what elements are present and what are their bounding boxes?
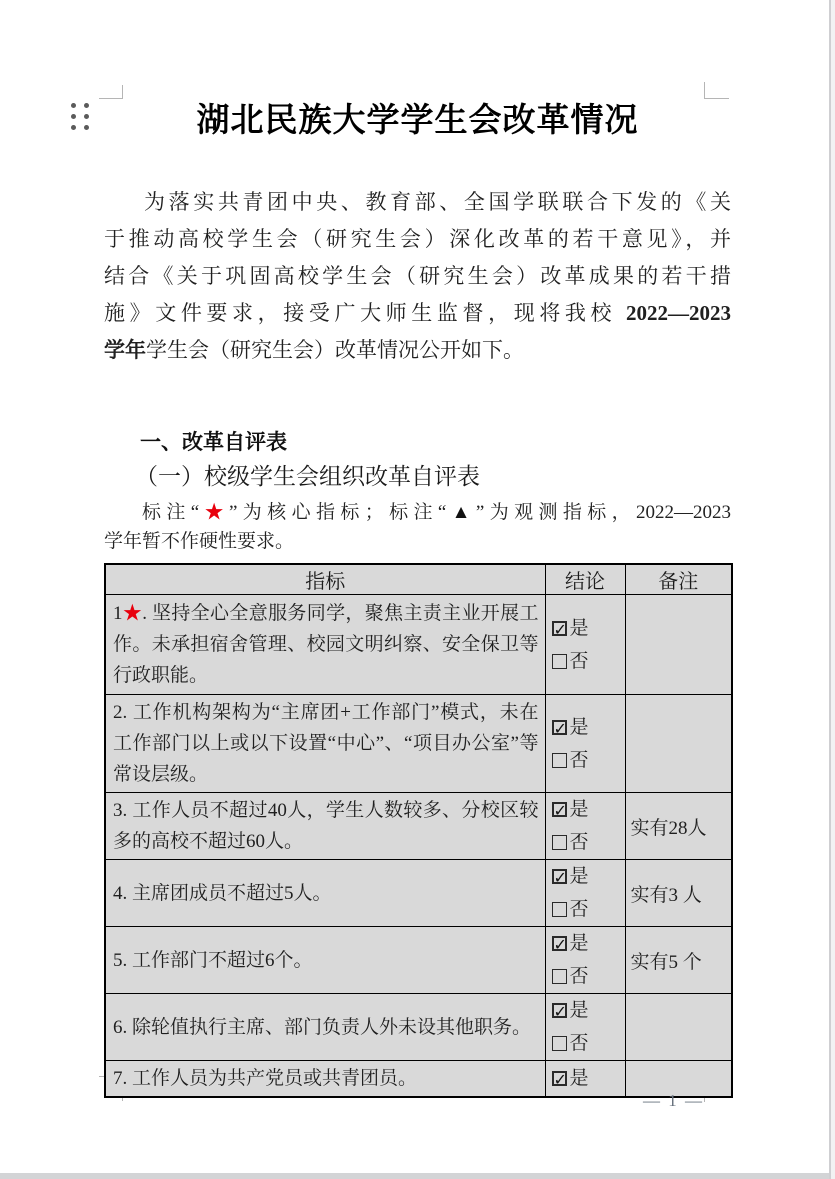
checkbox-no-unchecked[interactable] [552,1036,567,1051]
checkbox-yes-checked[interactable] [552,720,567,735]
conclusion-cell: ✓是 否 [545,994,625,1061]
page-number: — 1 — [643,1091,704,1110]
table-row [105,860,732,927]
paragraph-line: 于推动高校学生会（研究生会）深化改革的若干意见》，并 [104,227,731,251]
paragraph-line: 施》文件要求，接受广大师生监督，现将我校 2022—2023 [104,301,732,325]
checkbox-yes-checked[interactable] [552,802,567,817]
legend-note [104,498,731,556]
conclusion-cell: ✓是 否 [545,595,625,695]
page-title: 湖北民族大学学生会改革情况 [196,101,639,138]
remark-cell [625,595,732,695]
legend-note-line: 学年暂不作硬性要求。 [104,531,295,552]
indicator-cell: 4. 主席团成员不超过5人。 [105,860,545,927]
legend-note-line: 标注“★”为核心指标；标注“▲”为观测指标，2022—2023 [142,502,731,523]
column-header-indicator: 指标 [105,564,545,595]
remark-cell [625,695,732,793]
remark-cell: 实有28人 [625,793,732,860]
conclusion-cell: ✓是 否 [545,793,625,860]
page-bottom-edge [0,1173,829,1179]
checkbox-yes-checked[interactable] [552,936,567,951]
conclusion-cell: ✓ 是 [545,1061,625,1098]
table-row [105,927,732,994]
checkbox-no-unchecked[interactable] [552,969,567,984]
checkbox-yes-checked[interactable] [552,1071,567,1086]
core-indicator-star-icon: ★ [199,502,229,523]
remark-cell [625,994,732,1061]
table-header-row [105,564,732,595]
indicator-cell: 6. 除轮值执行主席、部门负责人外未设其他职务。 [105,994,545,1061]
conclusion-cell: ✓是 否 [545,860,625,927]
conclusion-cell: ✓是 否 [545,927,625,994]
checkbox-yes-checked[interactable] [552,1003,567,1018]
indicator-cell: 3. 工作人员不超过40人，学生人数较多、分校区较多的高校不超过60人。 [105,793,545,860]
subsection-heading: （一）校级学生会组织改革自评表 [135,464,480,489]
table-row [105,793,732,860]
indicator-cell: 1★. 坚持全心全意服务同学，聚焦主责主业开展工作。未承担宿舍管理、校园文明纠察、安全保卫等行政职能。 [105,595,545,695]
section-heading: 一、改革自评表 [140,431,287,454]
indicator-cell: 2. 工作机构架构为“主席团+工作部门”模式，未在工作部门以上或以下设置“中心”、“项目办公室”等常设层级。 [105,695,545,793]
checkbox-yes-checked[interactable] [552,621,567,636]
paragraph-line: 学年学生会（研究生会）改革情况公开如下。 [104,338,524,362]
checkbox-no-unchecked[interactable] [552,835,567,850]
paragraph-line: 为落实共青团中央、教育部、全国学联联合下发的《关 [144,190,731,214]
checkbox-no-unchecked[interactable] [552,654,567,669]
observed-indicator-triangle-icon: ▲ [446,502,476,523]
column-header-remark: 备注 [625,564,732,595]
column-header-conclusion: 结论 [545,564,625,595]
core-indicator-star-icon: ★ [122,603,143,624]
indicator-cell: 7. 工作人员为共产党员或共青团员。 [105,1061,545,1098]
table-row [105,595,732,695]
table-row [105,994,732,1061]
self-evaluation-table [104,563,733,1098]
remark-cell: 实有3 人 [625,860,732,927]
indicator-cell: 5. 工作部门不超过6个。 [105,927,545,994]
conclusion-cell: ✓是 否 [545,695,625,793]
paragraph-line: 结合《关于巩固高校学生会（研究生会）改革成果的若干措 [104,264,731,288]
table-row [105,695,732,793]
vertical-scrollbar[interactable] [829,0,835,1179]
checkbox-no-unchecked[interactable] [552,753,567,768]
drag-handle-icon[interactable] [71,103,89,130]
checkbox-no-unchecked[interactable] [552,902,567,917]
remark-cell: 实有5 个 [625,927,732,994]
intro-paragraph [104,184,731,369]
checkbox-yes-checked[interactable] [552,869,567,884]
